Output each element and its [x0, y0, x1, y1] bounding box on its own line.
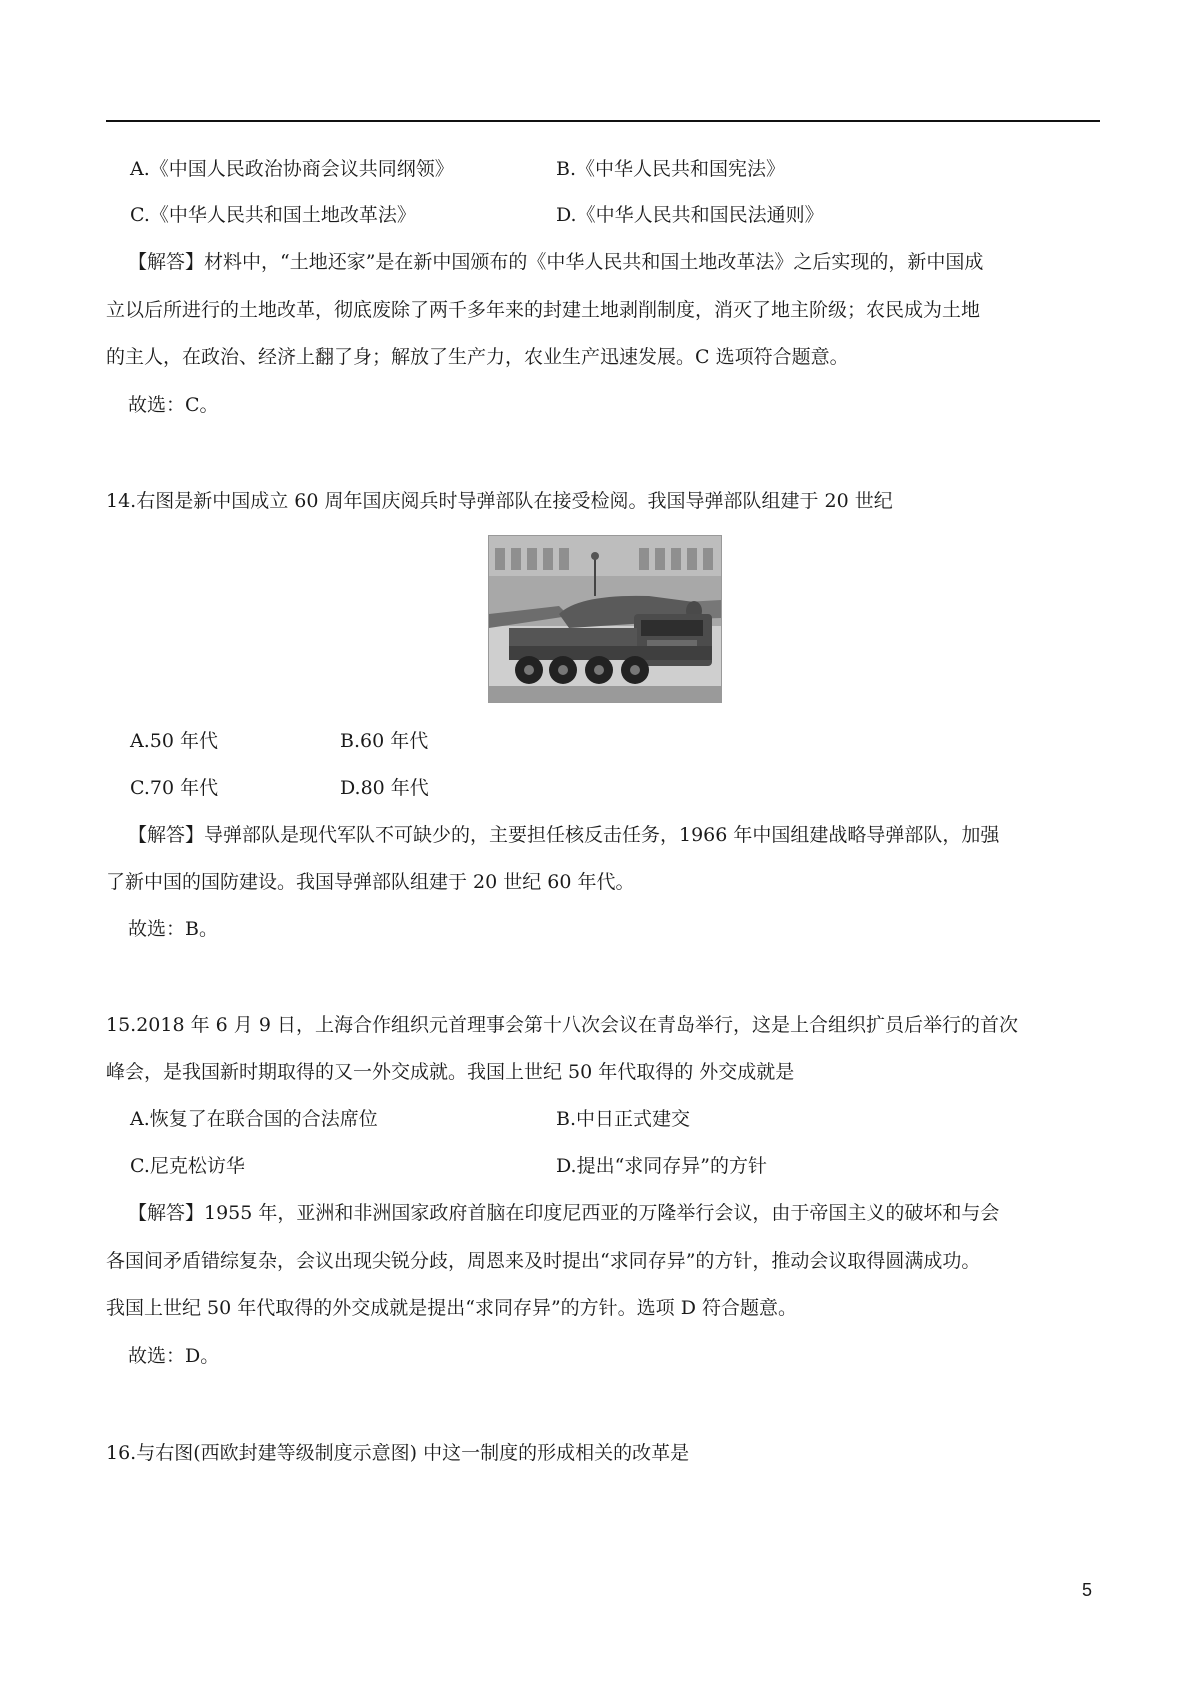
q16-stem: 16.与右图(西欧封建等级制度示意图) 中这一制度的形成相关的改革是 — [106, 1442, 690, 1464]
q13-option-a: A.《中国人民政治协商会议共同纲领》 — [130, 158, 454, 180]
q15-option-c: C.尼克松访华 — [130, 1155, 245, 1177]
q15-option-a: A.恢复了在联合国的合法席位 — [130, 1108, 378, 1130]
q14-option-d: D.80 年代 — [340, 777, 429, 799]
q14-analysis-line: 了新中国的国防建设。我国导弹部队组建于 20 世纪 60 年代。 — [106, 871, 635, 893]
q15-answer: 故选：D。 — [128, 1345, 220, 1367]
q14-stem: 14.右图是新中国成立 60 周年国庆阅兵时导弹部队在接受检阅。我国导弹部队组建于 20 世纪 — [106, 490, 893, 512]
q15-analysis-line: 【解答】1955 年，亚洲和非洲国家政府首脑在印度尼西亚的万隆举行会议，由于帝国主义的破坏和与会 — [128, 1202, 1000, 1224]
page-number: 5 — [1082, 1580, 1093, 1600]
q14-option-b: B.60 年代 — [340, 730, 429, 752]
q15-option-b: B.中日正式建交 — [556, 1108, 691, 1130]
q15-analysis-line: 各国间矛盾错综复杂，会议出现尖锐分歧，周恩来及时提出“求同存异”的方针，推动会议取得圆满成功。 — [106, 1250, 981, 1272]
q13-option-d: D.《中华人民共和国民法通则》 — [556, 204, 824, 226]
q15-stem-line: 15.2018 年 6 月 9 日，上海合作组织元首理事会第十八次会议在青岛举行，这是上合组织扩员后举行的首次 — [106, 1014, 1018, 1036]
q14-option-c: C.70 年代 — [130, 777, 219, 799]
q13-analysis-line: 【解答】材料中，“土地还家”是在新中国颁布的《中华人民共和国土地改革法》之后实现的，新中国成 — [128, 251, 984, 273]
q13-option-b: B.《中华人民共和国宪法》 — [556, 158, 786, 180]
q15-option-d: D.提出“求同存异”的方针 — [556, 1155, 768, 1177]
q14-analysis-line: 【解答】导弹部队是现代军队不可缺少的，主要担任核反击任务，1966 年中国组建战略导弹部队，加强 — [128, 824, 1000, 846]
q15-analysis-line: 我国上世纪 50 年代取得的外交成就是提出“求同存异”的方针。选项 D 符合题意。 — [106, 1297, 797, 1319]
header-rule — [106, 120, 1100, 122]
q14-answer: 故选：B。 — [128, 918, 218, 940]
q13-analysis-line: 的主人，在政治、经济上翻了身；解放了生产力，农业生产迅速发展。C 选项符合题意。 — [106, 346, 849, 368]
q13-analysis-line: 立以后所进行的土地改革，彻底废除了两千多年来的封建土地剥削制度，消灭了地主阶级；农民成为土地 — [106, 299, 981, 321]
q13-option-c: C.《中华人民共和国土地改革法》 — [130, 204, 416, 226]
missile-parade-photo — [488, 535, 722, 703]
q13-answer: 故选：C。 — [128, 394, 219, 416]
q14-option-a: A.50 年代 — [130, 730, 218, 752]
q15-stem-line: 峰会，是我国新时期取得的又一外交成就。我国上世纪 50 年代取得的 外交成就是 — [106, 1061, 795, 1083]
